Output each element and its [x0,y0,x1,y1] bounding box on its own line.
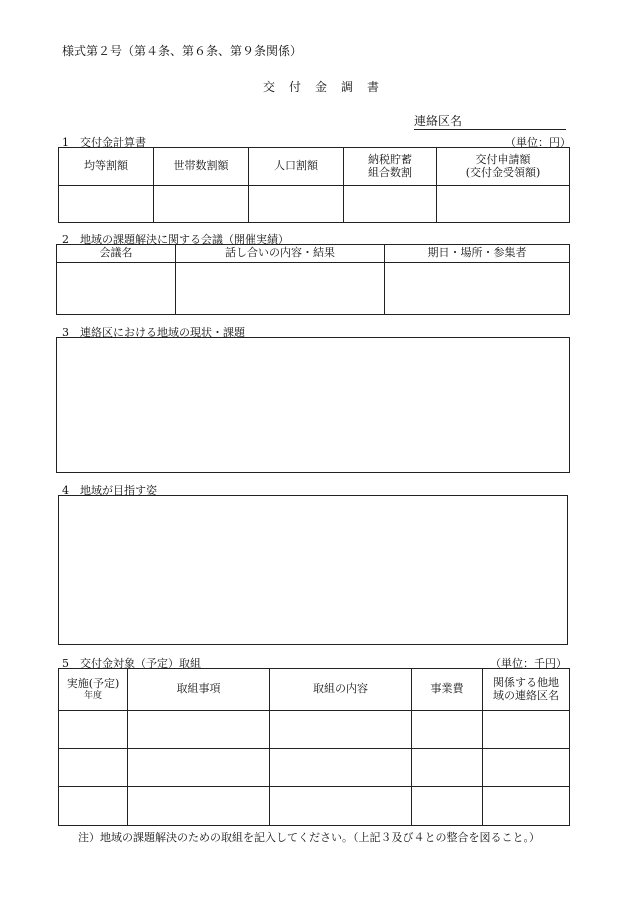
section5-unit: （単位：千円） [490,657,567,670]
footnote: 注）地域の課題解決のための取組を記入してください。（上記３及び４との整合を図ること。） [78,831,540,844]
meeting-table [56,244,570,315]
header-implementation-line2: 年度 [83,690,102,701]
year-cell[interactable] [59,787,128,826]
population-share-cell[interactable] [249,186,344,223]
header-population-share: 人口割額 [249,148,344,186]
district-name-field[interactable] [414,112,566,130]
section2-title: 2 地域の課題解決に関する会議（開催実績） [62,233,289,246]
table-row [59,711,570,749]
section1-unit: （単位：円） [505,136,571,149]
savings-share-cell[interactable] [344,186,437,223]
header-discussion-content: 話し合いの内容・結果 [176,245,385,263]
date-place-attendees-cell[interactable] [385,263,570,315]
section3-title: 3 連絡区における地域の現状・課題 [62,326,245,339]
cost-cell[interactable] [412,787,483,826]
initiatives-table [58,668,570,826]
cost-cell[interactable] [412,711,483,749]
header-savings-line1: 納税貯蓄 [368,152,412,166]
table-row [59,787,570,826]
header-savings-association-share [344,148,437,186]
header-equal-share: 均等割額 [59,148,154,186]
item-cell[interactable] [128,787,270,826]
content-cell[interactable] [270,787,412,826]
section5-title: 5 交付金対象（予定）取組 [62,657,201,670]
header-grant-line2: (交付金受領額) [465,165,541,179]
equal-share-cell[interactable] [59,186,154,223]
discussion-content-cell[interactable] [176,263,385,315]
district-name-label: 連絡区名 [414,114,463,128]
header-grant-line1: 交付申請額 [475,152,531,166]
document-title: 交 付 金 調 書 [263,80,381,94]
year-cell[interactable] [59,749,128,787]
content-cell[interactable] [270,711,412,749]
header-implementation-line1: 実施(予定) [66,677,120,690]
item-cell[interactable] [128,711,270,749]
content-cell[interactable] [270,749,412,787]
header-savings-line2: 組合数割 [368,165,412,179]
header-implementation-year [59,669,128,711]
meeting-name-cell[interactable] [57,263,176,315]
table-row [59,749,570,787]
header-related-districts [483,669,570,711]
year-cell[interactable] [59,711,128,749]
current-situation-box[interactable] [56,337,570,473]
related-district-cell[interactable] [483,749,570,787]
household-share-cell[interactable] [154,186,249,223]
calculation-table [58,147,570,223]
item-cell[interactable] [128,749,270,787]
header-related-line2: 域の連絡区名 [493,688,559,702]
grant-amount-cell[interactable] [437,186,570,223]
header-meeting-name: 会議名 [57,245,176,263]
header-date-place-attendees: 期日・場所・参集者 [385,245,570,263]
header-related-line1: 関係する他地 [493,675,559,689]
related-district-cell[interactable] [483,787,570,826]
header-initiative-content: 取組の内容 [270,669,412,711]
header-initiative-item: 取組事項 [128,669,270,711]
form-number: 様式第２号（第４条、第６条、第９条関係） [62,44,303,58]
section1-title: 1 交付金計算書 [62,136,146,149]
header-household-share: 世帯数割額 [154,148,249,186]
future-vision-box[interactable] [58,495,568,645]
header-grant-application [437,148,570,186]
header-project-cost: 事業費 [412,669,483,711]
section4-title: 4 地域が目指す姿 [62,484,157,497]
cost-cell[interactable] [412,749,483,787]
related-district-cell[interactable] [483,711,570,749]
